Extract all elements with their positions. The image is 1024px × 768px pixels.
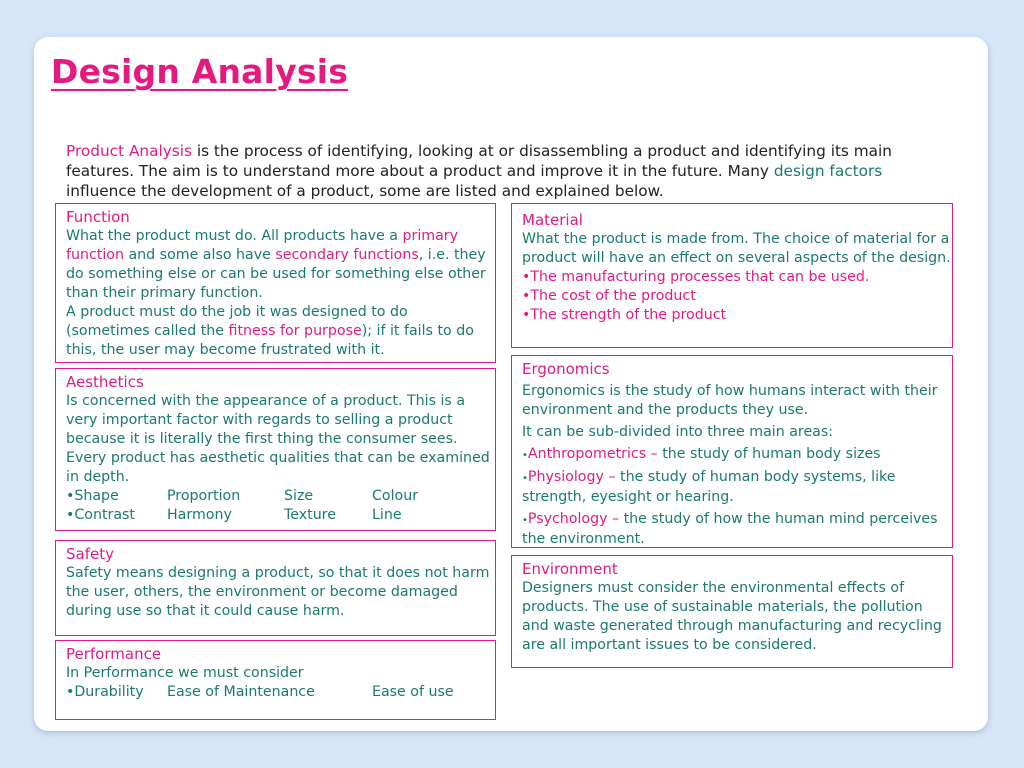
page-title: Design Analysis [51,52,349,91]
performance-heading: Performance [66,645,162,663]
ergonomics-bullet-psychology: •Psychology – the study of how the human mind perceives the environment. [522,511,938,547]
ergonomics-text-2: It can be sub-divided into three main areas: [522,424,834,440]
performance-item: Ease of Maintenance [167,684,315,700]
material-bullet: •The manufacturing processes that can be used. [522,269,870,285]
ergonomics-bullet-physiology: •Physiology – the study of human body systems, like strength, eyesight or hearing. [522,469,896,505]
intro-paragraph [66,141,946,201]
ergonomics-box [511,355,953,548]
aesthetics-item: Size [284,488,314,504]
performance-item: •Durability [66,684,144,700]
performance-box [55,640,496,720]
aesthetics-item: Proportion [167,488,241,504]
aesthetics-item: Colour [372,488,419,504]
aesthetics-item: •Contrast [66,507,135,523]
aesthetics-box [55,368,496,531]
aesthetics-item: Line [372,507,402,523]
aesthetics-item: Harmony [167,507,232,523]
aesthetics-text: Is concerned with the appearance of a product. This is a very important factor with regards to selling a product because it is literally the first thing the consumer sees. Every product has aesthetic qualities that can be examined in depth. [66,393,490,485]
environment-text: Designers must consider the environmental effects of products. The use of sustainable materials, the pollution and waste generated through manufacturing and recycling are all important issues to be considered. [522,580,942,653]
aesthetics-row-2 [66,506,495,525]
material-box [511,203,953,348]
intro-text-1: is the process of identifying, looking at or disassembling a product and identifying its main features. The aim is to understand more about a product and improve it in the future. Many [66,142,892,180]
performance-items [66,683,495,702]
material-text: What the product is made from. The choice of material for a product will have an effect on several aspects of the design. [522,231,951,266]
ergonomics-bullet-anthropometrics: •Anthropometrics – the study of human body sizes [522,446,881,462]
aesthetics-item: •Shape [66,488,119,504]
function-text-1: What the product must do. All products have a primary function and some also have secondary functions, i.e. they do something else or can be used for something else other than their primary function. [66,228,486,301]
environment-box [511,555,953,668]
intro-term-design-factors: design factors [773,162,883,180]
environment-heading: Environment [522,560,618,578]
aesthetics-heading: Aesthetics [66,373,144,391]
intro-text-2: influence the development of a product, some are listed and explained below. [66,182,664,200]
safety-text: Safety means designing a product, so that it does not harm the user, others, the environment or become damaged during use so that it could cause harm. [66,565,490,619]
intro-term-product-analysis: Product Analysis [66,142,192,160]
function-heading: Function [66,208,130,226]
function-text-2: A product must do the job it was designed to do (sometimes called the fitness for purpose); if it fails to do this, the user may become frustrated with it. [66,304,474,358]
aesthetics-item: Texture [284,507,336,523]
performance-text: In Performance we must consider [66,665,304,681]
safety-heading: Safety [66,545,114,563]
function-box [55,203,496,363]
material-heading: Material [522,211,583,229]
material-bullet: •The cost of the product [522,288,696,304]
performance-item: Ease of use [372,684,454,700]
material-bullet: •The strength of the product [522,307,727,323]
safety-box [55,540,496,636]
ergonomics-heading: Ergonomics [522,360,610,378]
aesthetics-row-1 [66,487,495,506]
ergonomics-text-1: Ergonomics is the study of how humans interact with their environment and the products they use. [522,383,938,418]
